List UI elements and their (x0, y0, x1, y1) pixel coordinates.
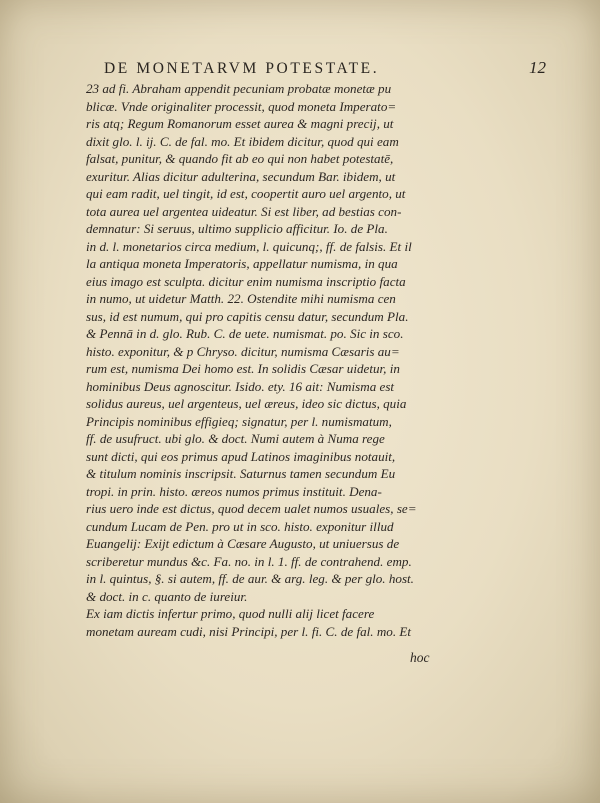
text-line: solidus aureus, uel argenteus, uel æreus, ideo sic dictus, quia (86, 396, 407, 411)
text-line: tropi. in prin. histo. æreos numos primus instituit. Dena- (86, 483, 382, 499)
text-line: tota aurea uel argentea uideatur. Si est liber, ad bestias con- (86, 203, 402, 219)
text-line: ff. de usufruct. ubi glo. & doct. Numi autem à Numa rege (86, 431, 385, 446)
text-line: sunt dicti, qui eos primus apud Latinos imaginibus notauit, (86, 448, 396, 464)
text-line: eius imago est sculpta. dicitur enim numisma inscriptio facta (86, 273, 406, 289)
text-line: cundum Lucam de Pen. pro ut in sco. histo. exponitur illud (86, 518, 394, 534)
text-line: rius uero inde est dictus, quod decem ualet numos usuales, se= (86, 501, 417, 516)
running-title: DE MONETARVM POTESTATE. (104, 60, 380, 77)
text-line: Principis nominibus effigieq; signatur, per l. numismatum, (86, 413, 392, 429)
text-line: monetam auream cudi, nisi Principi, per l. fi. C. de fal. mo. Et (86, 623, 412, 639)
text-line: & titulum nominis inscripsit. Saturnus tamen secundum Eu (86, 466, 396, 481)
text-line: Euangelij: Exijt edictum à Cæsare Augusto, ut uniuersus de (86, 536, 400, 551)
paragraph-2 (86, 605, 450, 640)
text-line: rum est, numisma Dei homo est. In solidis Cæsar uidetur, in (86, 361, 400, 376)
text-line: histo. exponitur, & p Chryso. dicitur, numisma Cæsaris au= (86, 343, 400, 359)
text-line: la antiqua moneta Imperatoris, appellatur numisma, in qua (86, 256, 398, 271)
text-line: qui eam radit, uel tingit, id est, coopertit auro uel argento, ut (86, 186, 406, 201)
text-line: ris atq; Regum Romanorum esset aurea & magni precij, ut (86, 116, 394, 131)
text-line: blicæ. Vnde originaliter processit, quod moneta Imperato= (86, 98, 397, 114)
text-line: dixit glo. l. ij. C. de fal. mo. Et ibidem dicitur, quod qui eam (86, 133, 399, 149)
paragraph-1 (86, 80, 450, 605)
text-line: falsat, punitur, & quando fit ab eo qui non habet potestatē, (86, 151, 394, 166)
text-line: hominibus Deus agnoscitur. Isido. ety. 16 ait: Numisma est (86, 378, 395, 394)
text-line: Ex iam dictis infertur primo, quod nulli alij licet facere (86, 606, 375, 621)
catchword: hoc (410, 650, 430, 665)
text-line: in l. quintus, §. si autem, ff. de aur. & arg. leg. & per glo. host. (86, 571, 414, 586)
folio-number: 12 (529, 58, 546, 77)
text-line: 23 ad fi. Abraham appendit pecuniam probatæ monetæ pu (86, 81, 392, 96)
text-line: exuritur. Alias dicitur adulterina, secundum Bar. ibidem, ut (86, 168, 396, 184)
main-text-block (86, 80, 450, 640)
text-line: scriberetur mundus &c. Fa. no. in l. 1. ff. de contrahend. emp. (86, 553, 412, 569)
text-line: in d. l. monetarios circa medium, l. quicunq;, ff. de falsis. Et il (86, 238, 412, 254)
text-line: sus, id est numum, qui pro capitis censu datur, secundum Pla. (86, 308, 409, 324)
text-line: in numo, ut uidetur Matth. 22. Ostendite mihi numisma cen (86, 291, 396, 306)
text-line: demnatur: Si seruus, ultimo supplicio afficitur. Io. de Pla. (86, 221, 388, 236)
text-line: & Pennā in d. glo. Rub. C. de uete. numismat. po. Sic in sco. (86, 326, 404, 341)
text-line: & doct. in c. quanto de iureiur. (86, 588, 248, 604)
